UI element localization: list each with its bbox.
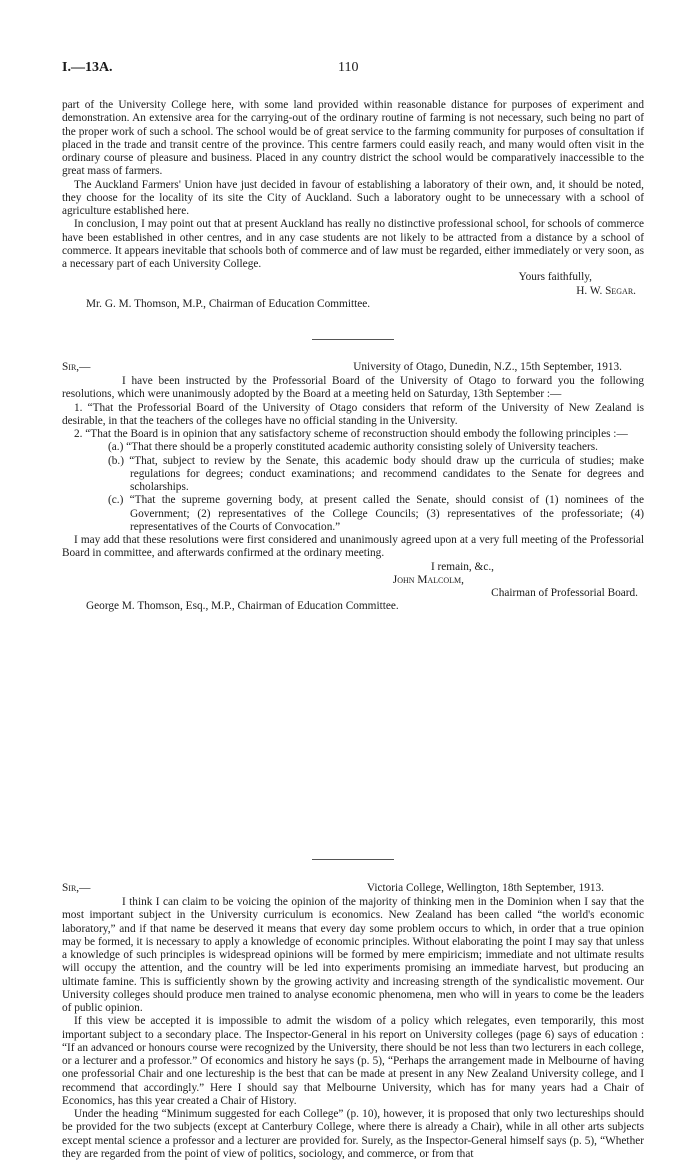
resolution: 1. “That the Professorial Board of the University of Otago considers that reform of the University of New Zealand is desirable, in that the teachers of the colleges have no official standing in the University. [62,401,644,427]
letter-victoria [62,882,644,1161]
document-reference: I.—13A. [62,60,113,75]
principle: (a.) “That there should be a properly constituted academic authority consisting solely of University teachers. [108,441,599,454]
divider [312,339,394,340]
page-number: 110 [338,60,359,75]
principle: (c.) “That the supreme governing body, at present called the Senate, should consist of (1) nominees of the Government; (2) representatives of the College Councils; (3) representatives of the professoriate; (4) representatives of the Courts of Convocation.” [108,494,644,533]
signatory-title: Chairman of Professorial Board. [491,587,638,599]
signature: H. W. Segar. [576,284,636,297]
principle: (b.) “That, subject to review by the Senate, this academic body should draw up the curricula of studies; make regulations for degrees; conduct examinations; and recommend candidates to the Senate for degrees and scholarships. [108,454,644,493]
salutation-line [62,361,644,375]
addressee: George M. Thomson, Esq., M.P., Chairman of Education Committee. [86,600,399,613]
salutation-line [62,882,644,896]
paragraph: The Auckland Farmers' Union have just decided in favour of establishing a laboratory of their own, and, it should be noted, they choose for the locality of its site the City of Auckland. Such a laboratory ought to be unnecessary with a school of agriculture established here. [62,178,644,217]
letter-segar [62,99,644,311]
dateline: University of Otago, Dunedin, N.Z., 15th September, 1913. [353,361,622,373]
addressee: Mr. G. M. Thomson, M.P., Chairman of Education Committee. [86,297,371,310]
salutation: Sir,— [62,882,91,894]
page-header [62,60,644,80]
resolution: 2. “That the Board is in opinion that any satisfactory scheme of reconstruction should embody the following principles :— [74,428,628,440]
paragraph: I think I can claim to be voicing the opinion of the majority of thinking men in the Dominion when I say that the most important subject in the University curriculum is economics. New Zealand has been called “the world's economic laboratory,” and if that name be deserved it means that every day some problem occurs to which, in order that a true opinion may be formed, it is necessary to apply a knowledge of economic principles. Without elaborating the point I may say that unless a knowledge of such principles is widespread opinions will be formed by mere empiricism; immediate and not ultimate results will occupy the attention, and the country will be led into experiments promising an immediate harvest, but producing an ultimate famine. This is sufficiently shown by the growing activity and increasing strength of the syndicalistic movement. Our University colleges should produce men trained to analyse economic phenomena, men who will in years to come be the leaders of public opinion. [62,896,644,1014]
letter-otago [62,361,644,614]
paragraph: Under the heading “Minimum suggested for each College” (p. 10), however, it is proposed that only two lectureships should be provided for the two subjects (except at Canterbury College, where there is already a Chair), while in all other arts subjects except mental science a professor and a lecturer are provided for. Surely, as the Inspector-General himself says (p. 5), “Whether they are regarded from the point of view of politics, sociology, and commerce, or from that [62,1108,644,1160]
paragraph: part of the University College here, with some land provided within reasonable distance for purposes of experiment and demonstration. An extensive area for the carrying-out of the ordinary routine of farming is not necessary, such being no part of the proper work of such a school. The school would be of great service to the farming community for purposes of consultation if placed in the trade and transit centre of the province. This centre farmers could easily reach, and many would often visit in the ordinary course of pleasure and business. Placed in any country district the school would be comparatively inaccessible to the great mass of farmers. [62,99,644,178]
paragraph: In conclusion, I may point out that at present Auckland has really no distinctive professional school, for schools of commerce have been established in other centres, and in any case students are not likely to be attracted from a distance by a school of commerce. It appears inevitable that schools both of commerce and of law must be regarded, either immediately or very soon, as a necessary part of each University College. [62,218,644,270]
paragraph: I may add that these resolutions were first considered and unanimously agreed upon at a very full meeting of the Professorial Board in committee, and afterwards confirmed at the ordinary meeting. [62,534,644,560]
closing: I remain, &c., [430,560,494,573]
paragraph: If this view be accepted it is impossible to admit the wisdom of a policy which relegates, even temporarily, this most important subject to a secondary place. The Inspector-General in his report on University colleges (page 6) says of education : “If an advanced or honours course were recognized by the University, there should be not less than two lecturers in each college, or a lecturer and a professor.” Of economics and history he says (p. 5), “Perhaps the arrangement made in Melbourne of having one professorial Chair and one lectureship is the best that can be made at present in any New Zealand University college, and I recommend that accordingly.” Here I should say that Melbourne University, which has for many years had a Chair of Economics, has this year created a Chair of History. [62,1015,644,1107]
dateline: Victoria College, Wellington, 18th September, 1913. [366,882,604,894]
divider [312,859,394,860]
paragraph: I have been instructed by the Professorial Board of the University of Otago to forward you the following resolutions, which were unanimously adopted by the Board at a meeting held on Saturday, 13th September :— [62,375,644,401]
signature: John Malcolm, [392,573,464,586]
salutation: Sir,— [62,361,91,373]
closing: Yours faithfully, [518,271,592,284]
